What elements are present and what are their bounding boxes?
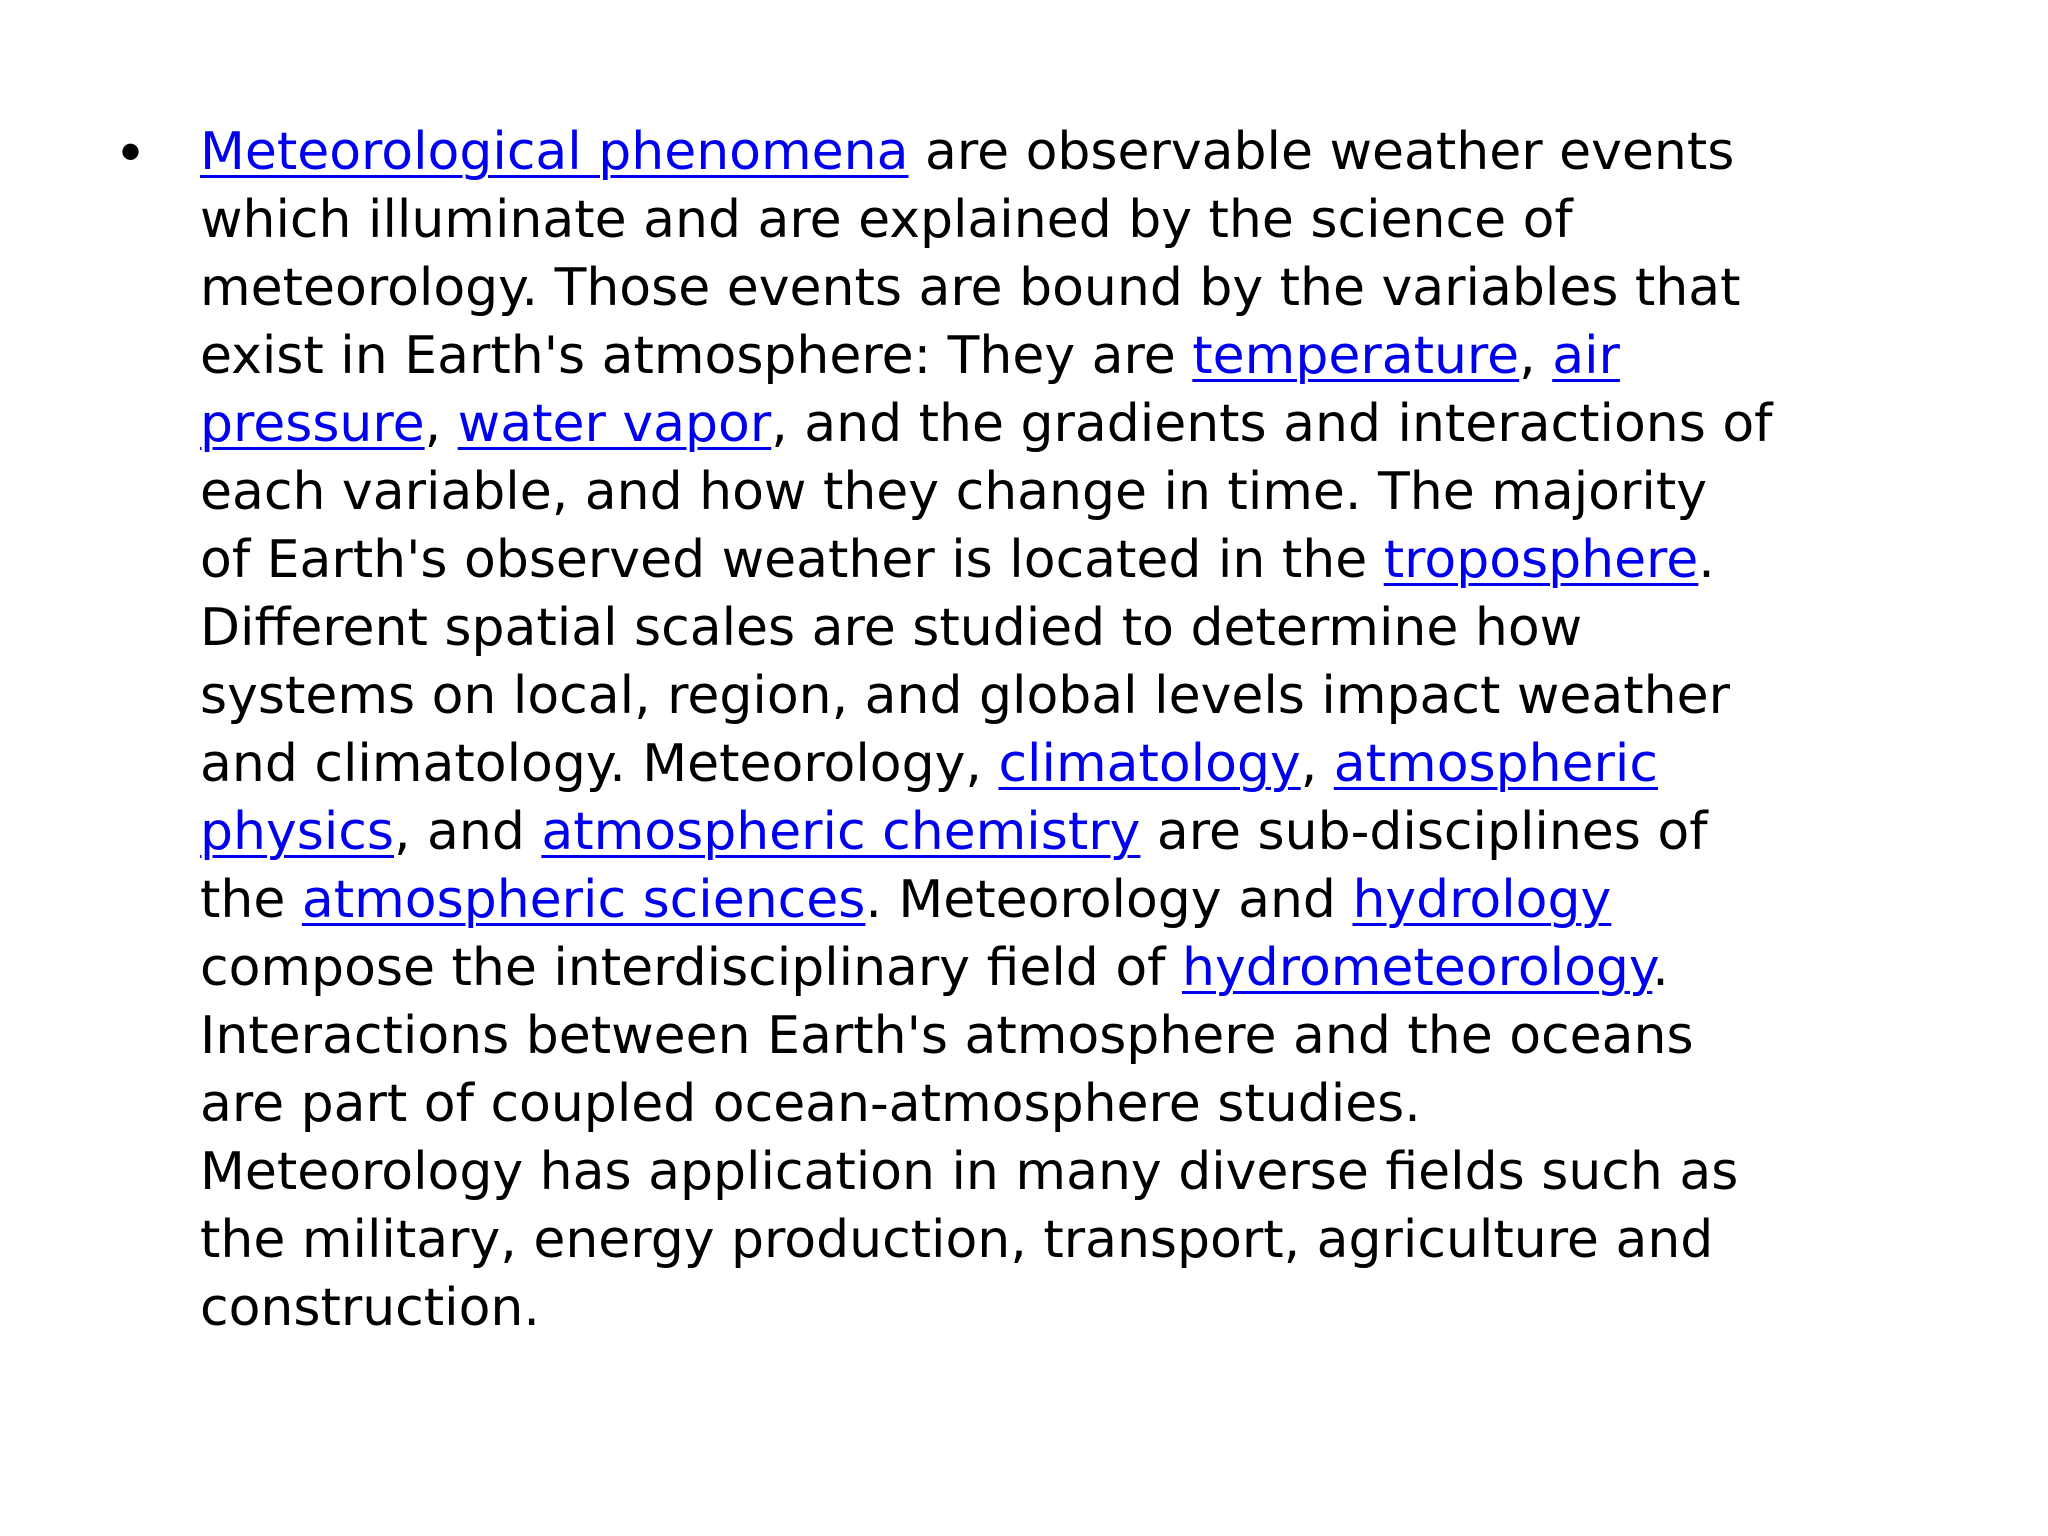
text-line	[200, 866, 2000, 934]
paragraph-text: Interactions between Earth's atmosphere and the oceans	[200, 1006, 1694, 1066]
paragraph-text: which illuminate and are explained by the science of	[200, 190, 1573, 250]
paragraph-text: systems on local, region, and global levels impact weather	[200, 666, 1730, 726]
text-line	[200, 662, 2000, 730]
wiki-link[interactable]: water vapor	[457, 394, 772, 454]
wiki-link[interactable]: physics	[200, 802, 394, 862]
paragraph-text: ,	[1519, 326, 1553, 386]
paragraph-text: .	[1652, 938, 1669, 998]
text-line	[200, 1138, 2000, 1206]
text-line	[200, 254, 2000, 322]
wiki-link[interactable]: atmospheric	[1333, 734, 1658, 794]
text-line	[200, 526, 2000, 594]
paragraph-text: each variable, and how they change in time. The majority	[200, 462, 1707, 522]
bullet-paragraph	[200, 118, 2000, 1342]
paragraph-text: . Meteorology and	[865, 870, 1353, 930]
paragraph-text: exist in Earth's atmosphere: They are	[200, 326, 1193, 386]
wiki-link[interactable]: Meteorological phenomena	[200, 122, 909, 182]
wiki-link[interactable]: climatology	[998, 734, 1301, 794]
paragraph-text: ,	[424, 394, 458, 454]
bullet-icon: •	[120, 118, 142, 185]
wiki-link[interactable]: troposphere	[1383, 530, 1699, 590]
text-line	[200, 1070, 2000, 1138]
paragraph-text: , and the gradients and interactions of	[771, 394, 1773, 454]
text-line	[200, 730, 2000, 798]
wiki-link[interactable]: temperature	[1192, 326, 1520, 386]
wiki-link[interactable]: hydrology	[1352, 870, 1612, 930]
text-line	[200, 594, 2000, 662]
paragraph-text: are sub-disciplines of	[1140, 802, 1708, 862]
text-line	[200, 1206, 2000, 1274]
paragraph-text: Meteorology has application in many diverse fields such as	[200, 1142, 1739, 1202]
wiki-link[interactable]: atmospheric sciences	[301, 870, 866, 930]
paragraph-text: compose the interdisciplinary field of	[200, 938, 1182, 998]
text-line	[200, 1002, 2000, 1070]
bullet-item	[120, 118, 2020, 1342]
text-line	[200, 186, 2000, 254]
paragraph-text: Different spatial scales are studied to determine how	[200, 598, 1583, 658]
paragraph-text: the military, energy production, transport, agriculture and	[200, 1210, 1714, 1270]
paragraph-text: meteorology. Those events are bound by the variables that	[200, 258, 1741, 318]
text-line	[200, 322, 2000, 390]
text-line	[200, 934, 2000, 1002]
wiki-link[interactable]: hydrometeorology	[1181, 938, 1653, 998]
paragraph-text: the	[200, 870, 302, 930]
text-line	[200, 1274, 2000, 1342]
paragraph-text: .	[1698, 530, 1715, 590]
text-line	[200, 118, 2000, 186]
paragraph-text: of Earth's observed weather is located in the	[200, 530, 1384, 590]
text-line	[200, 798, 2000, 866]
text-line	[200, 458, 2000, 526]
paragraph-text: construction.	[200, 1278, 540, 1338]
paragraph-text: ,	[1300, 734, 1334, 794]
paragraph-text: are part of coupled ocean-atmosphere studies.	[200, 1074, 1421, 1134]
text-line	[200, 390, 2000, 458]
paragraph-text: and climatology. Meteorology,	[200, 734, 999, 794]
paragraph-text: are observable weather events	[908, 122, 1735, 182]
wiki-link[interactable]: pressure	[200, 394, 425, 454]
wiki-link[interactable]: atmospheric chemistry	[541, 802, 1141, 862]
paragraph-text: , and	[393, 802, 542, 862]
wiki-link[interactable]: air	[1552, 326, 1620, 386]
